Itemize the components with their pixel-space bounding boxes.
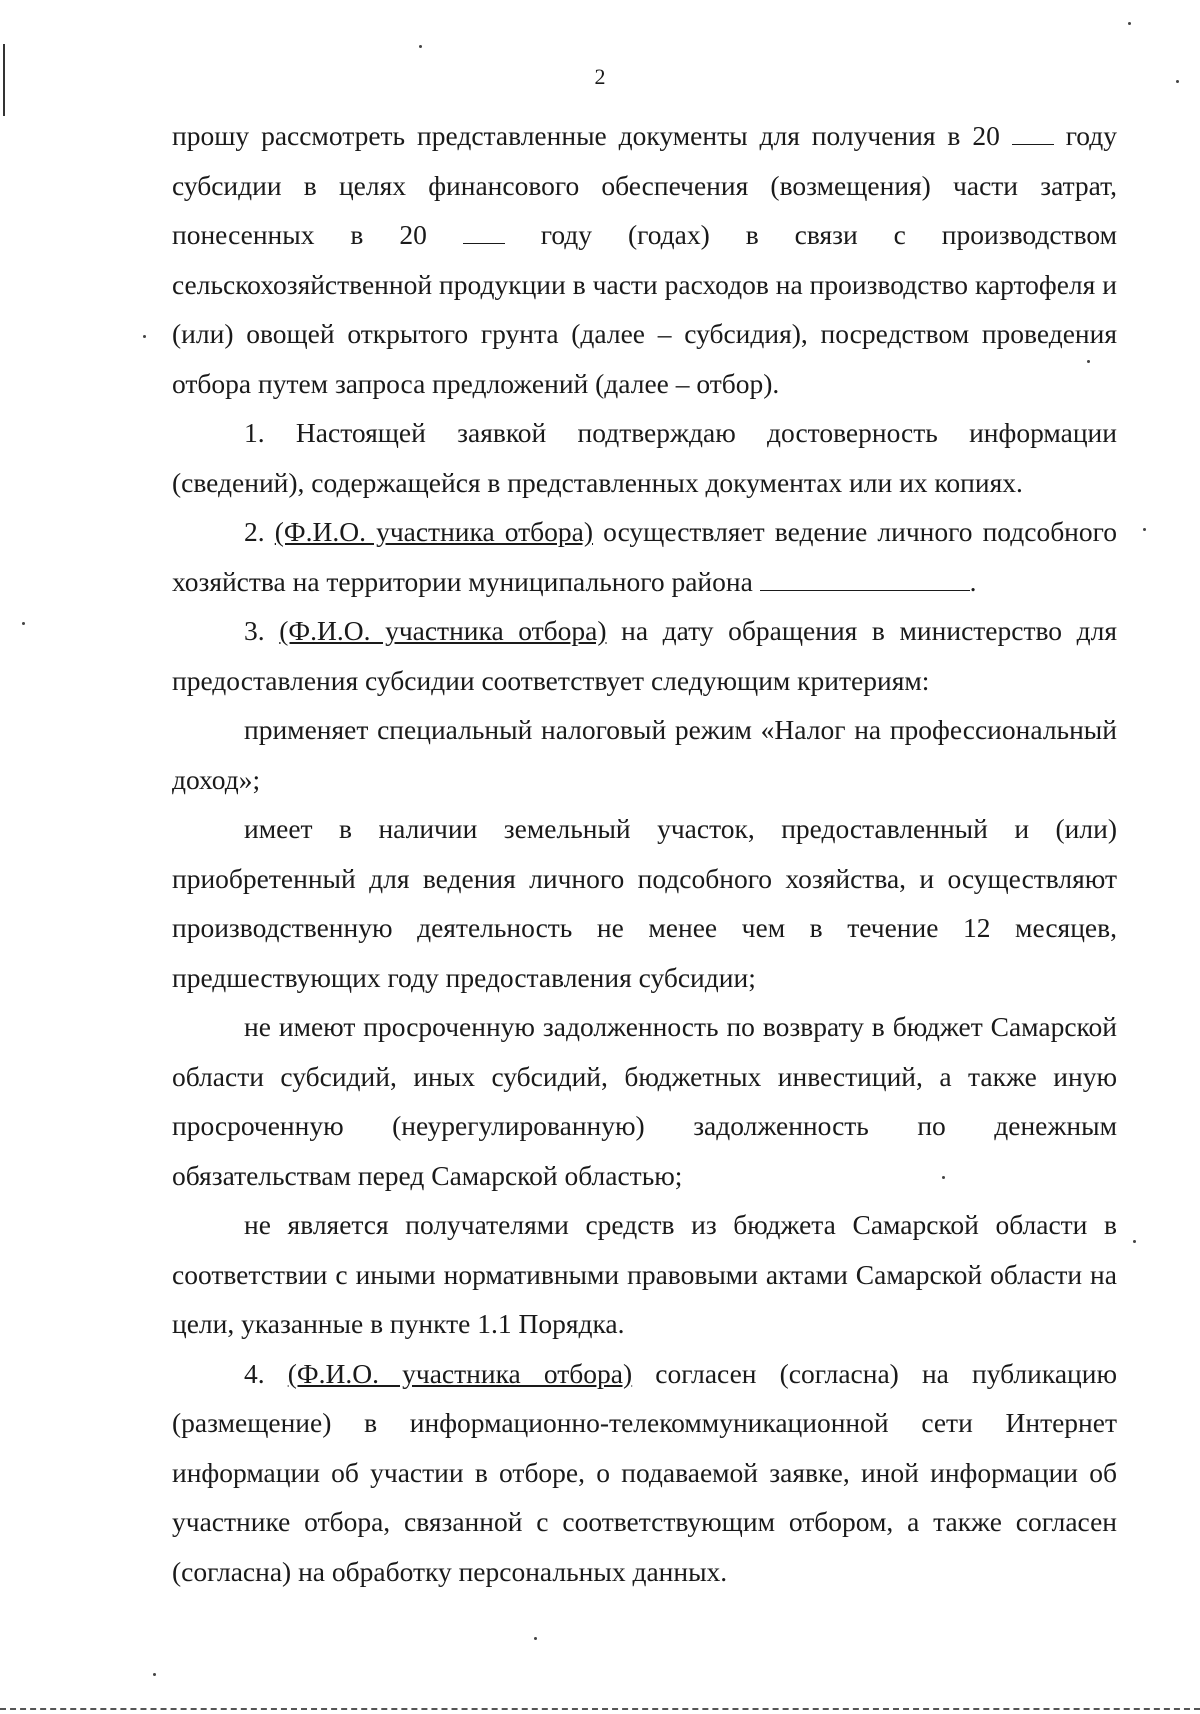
year-blank-2[interactable]: [463, 221, 505, 244]
scan-speck: [1128, 22, 1131, 25]
criterion-land-plot: имеет в наличии земельный участок, предоставленный и (или) приобретенный для ведения личного подсобного хозяйства, и осуществляют производственную деятельность не менее чем в течение 12 месяцев, предшествующих году предоставления субсидии;: [172, 813, 1117, 993]
criterion-no-debt: не имеют просроченную задолженность по возврату в бюджет Самарской области субсидий, иных субсидий, бюджетных инвестиций, а также иную просроченную (неурегулированную) задолженность по денежным обязательствам перед Самарской областью;: [172, 1011, 1117, 1191]
scan-speck: [153, 1673, 156, 1676]
item-4-number: 4.: [244, 1357, 288, 1389]
scan-speck: [143, 335, 146, 338]
item-3-paragraph: [172, 606, 1117, 705]
intro-text-3: году (годах) в связи с производством сельскохозяйственной продукции в части расходов на производство картофеля и (или) овощей открытого грунта (далее – субсидия), посредством проведения отбора путем запроса предложений (далее – отбор).: [172, 219, 1117, 399]
scan-bottom-edge: [0, 1708, 1200, 1710]
participant-name-placeholder: (Ф.И.О. участника отбора): [287, 1357, 633, 1389]
intro-paragraph: [172, 111, 1117, 408]
scan-speck: [1133, 1240, 1136, 1243]
item-2-paragraph: [172, 507, 1117, 606]
item-4-paragraph: [172, 1349, 1117, 1597]
item-4-text: согласен (согласна) на публикацию (размещение) в информационно-телекоммуникационной сети Интернет информации об участии в отборе, о подаваемой заявке, иной информации об участнике отбора, связанной с соответствующим отбором, а также согласен (согласна) на обработку персональных данных.: [172, 1357, 1117, 1587]
year-blank-1[interactable]: [1012, 122, 1054, 145]
item-2-end: .: [969, 565, 977, 597]
document-body: [172, 111, 1117, 1596]
item-3-text: на дату обращения в министерство для предоставления субсидии соответствует следующим критериям:: [172, 615, 1117, 696]
criterion-tax-regime: применяет специальный налоговый режим «Налог на профессиональный доход»;: [172, 714, 1117, 795]
scan-speck: [1143, 528, 1146, 531]
scan-speck: [419, 45, 422, 48]
item-2-text: осуществляет ведение личного подсобного хозяйства на территории муниципального района: [172, 516, 1117, 597]
item-3-number: 3.: [244, 615, 280, 646]
item-2-number: 2.: [244, 516, 275, 547]
criterion-no-other-funds: не является получателями средств из бюджета Самарской области в соответствии с иными нормативными правовыми актами Самарской области на цели, указанные в пункте 1.1 Порядка.: [172, 1209, 1117, 1339]
page-number: 2: [594, 64, 606, 89]
scan-speck: [534, 1637, 537, 1640]
participant-name-placeholder: (Ф.И.О. участника отбора): [279, 615, 607, 646]
scan-speck: [22, 622, 25, 625]
intro-text-2: году субсидии в целях финансового обеспечения (возмещения) части затрат, понесенных в 20: [172, 120, 1118, 250]
scan-speck: [1087, 360, 1090, 363]
scan-speck: [1176, 80, 1179, 83]
item-1-paragraph: 1. Настоящей заявкой подтверждаю достоверность информации (сведений), содержащейся в представленных документах или их копиях.: [172, 417, 1117, 498]
scan-speck: [942, 1176, 945, 1179]
district-blank[interactable]: [760, 568, 970, 591]
participant-name-placeholder: (Ф.И.О. участника отбора): [274, 516, 594, 547]
intro-text: прошу рассмотреть представленные документы для получения в 20: [172, 120, 1012, 151]
